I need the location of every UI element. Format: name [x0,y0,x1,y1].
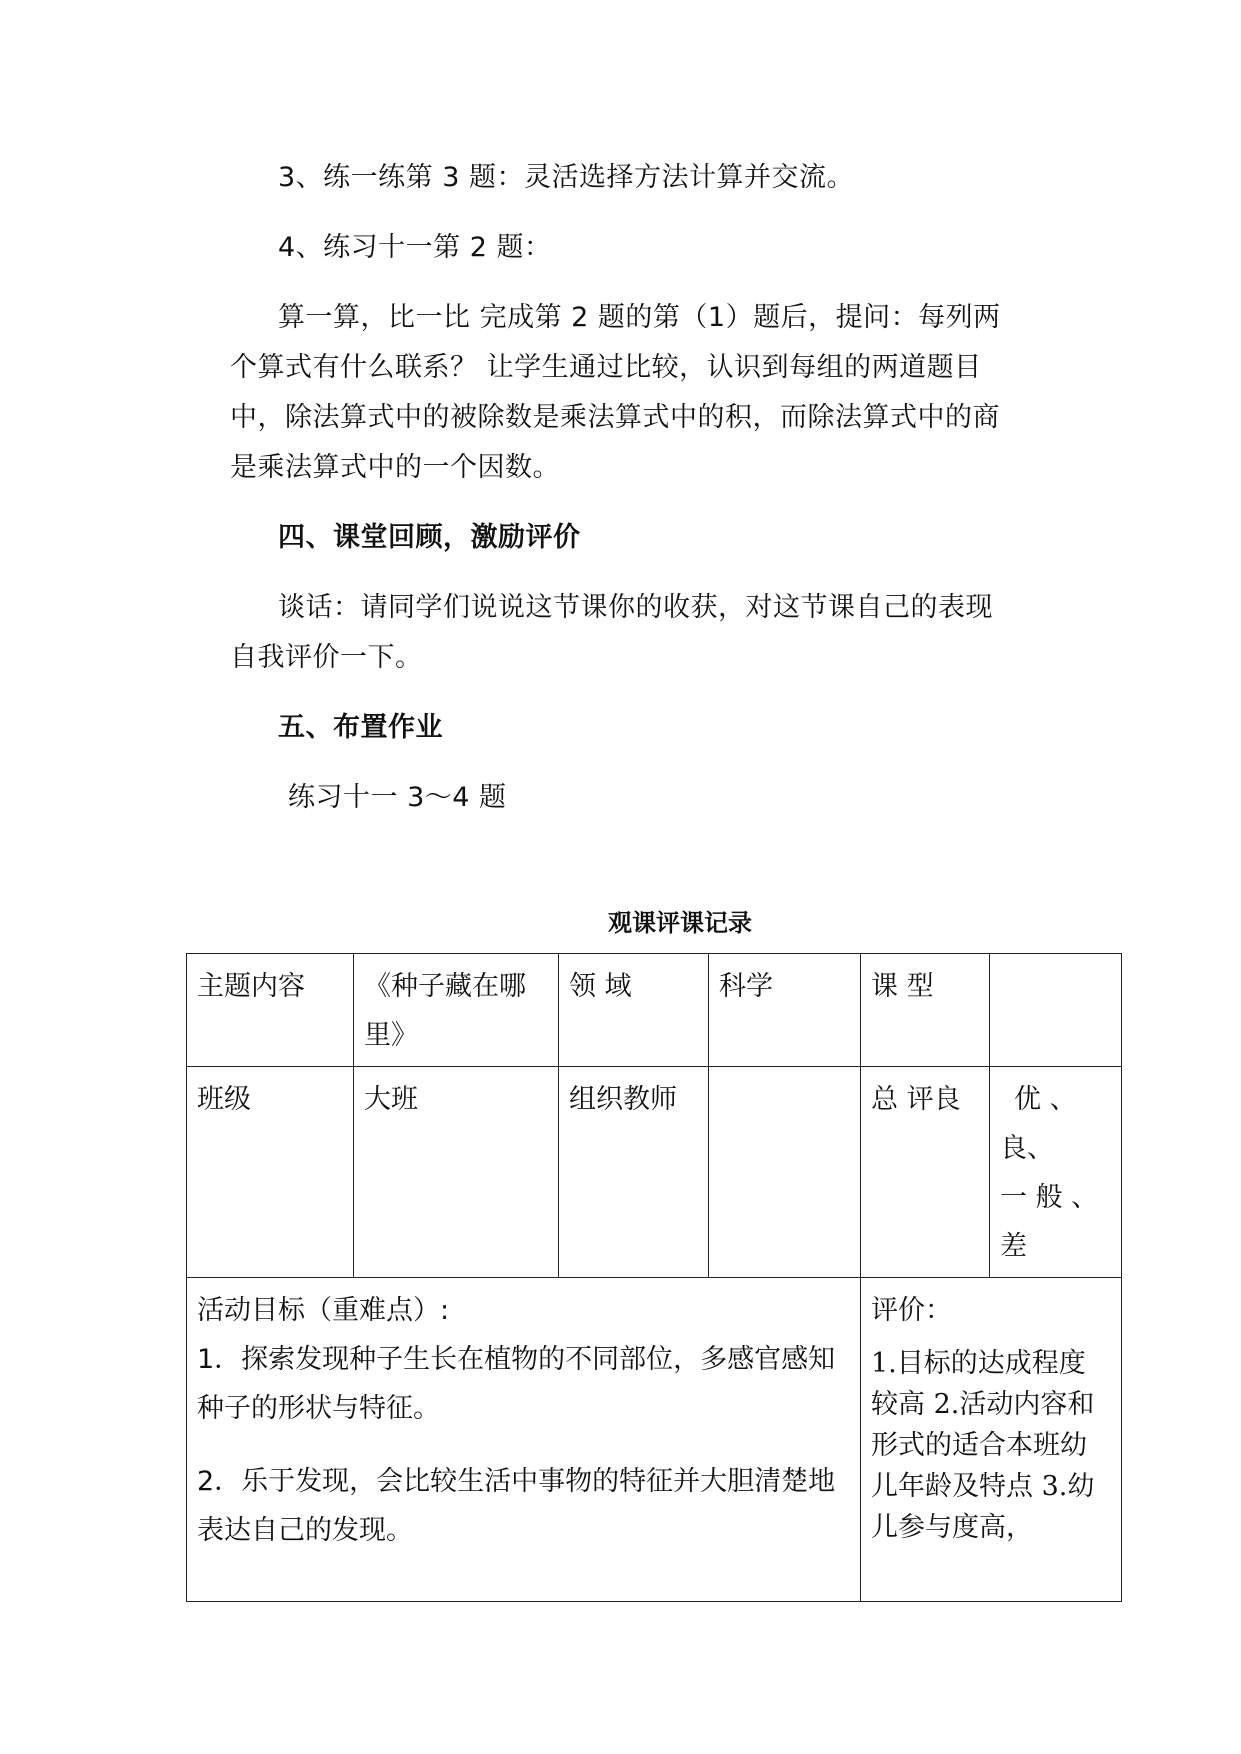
table-row [187,1067,1122,1278]
paragraph-compare-line-2: 个算式有什么联系？ 让学生通过比较，认识到每组的两道题目 [230,352,982,383]
evaluation-title: 评价： [871,1295,952,1326]
observation-record-table [186,953,1122,1602]
record-title: 观课评课记录 [608,909,752,937]
teacher-value-cell [709,1067,861,1278]
paragraph-talk-line-2: 自我评价一下。 [230,642,423,673]
paragraph-homework: 练习十一 3～4 题 [288,782,507,813]
section-heading-homework: 五、布置作业 [278,712,443,743]
evaluation-cell [861,1278,1122,1602]
rating-option-poor: 差 [1000,1231,1027,1262]
rating-option-good: 良、 [1000,1133,1054,1164]
paragraph-exercise-3: 3、练一练第 3 题：灵活选择方法计算并交流。 [278,162,855,193]
lesson-type-value-cell [990,954,1122,1067]
rating-option-average: 一 般 、 [1000,1182,1099,1213]
paragraph-talk-line-1: 谈话：请同学们说说这节课你的收获，对这节课自己的表现 [278,592,993,623]
domain-label-cell: 领 域 [559,954,709,1067]
topic-value-cell: 《种子藏在哪里》 [354,954,559,1067]
paragraph-compare-line-4: 是乘法算式中的一个因数。 [230,452,560,483]
goal-spacer [197,1433,850,1457]
activity-goals-cell [187,1278,861,1602]
overall-rating-options-cell [990,1067,1122,1278]
rating-option-excellent: 优 、 [1014,1084,1077,1115]
paragraph-compare-line-3: 中，除法算式中的被除数是乘法算式中的积，而除法算式中的商 [230,402,1000,433]
overall-rating-label-cell: 总 评良 [861,1067,990,1278]
paragraph-compare-line-1: 算一算，比一比 完成第 2 题的第（1）题后，提问：每列两 [278,302,1001,333]
goal-item-1: 1．探索发现种子生长在植物的不同部位，多感官感知种子的形状与特征。 [197,1344,836,1424]
class-label-cell: 班级 [187,1067,354,1278]
goal-item-2: 2．乐于发现，会比较生活中事物的特征并大胆清楚地表达自己的发现。 [197,1466,836,1546]
table-row [187,954,1122,1067]
table-row [187,1278,1122,1602]
evaluation-text: 1.目标的达成程度较高 2.活动内容和形式的适合本班幼儿年龄及特点 3.幼儿参与度高， [871,1348,1095,1543]
section-heading-review: 四、课堂回顾，激励评价 [278,522,581,553]
goals-title: 活动目标（重难点）: [197,1295,450,1326]
class-value-cell: 大班 [354,1067,559,1278]
teacher-label-cell: 组织教师 [559,1067,709,1278]
topic-label-cell: 主题内容 [187,954,354,1067]
paragraph-exercise-11-q2: 4、练习十一第 2 题： [278,232,552,263]
lesson-type-label-cell: 课 型 [861,954,990,1067]
domain-value-cell: 科学 [709,954,861,1067]
